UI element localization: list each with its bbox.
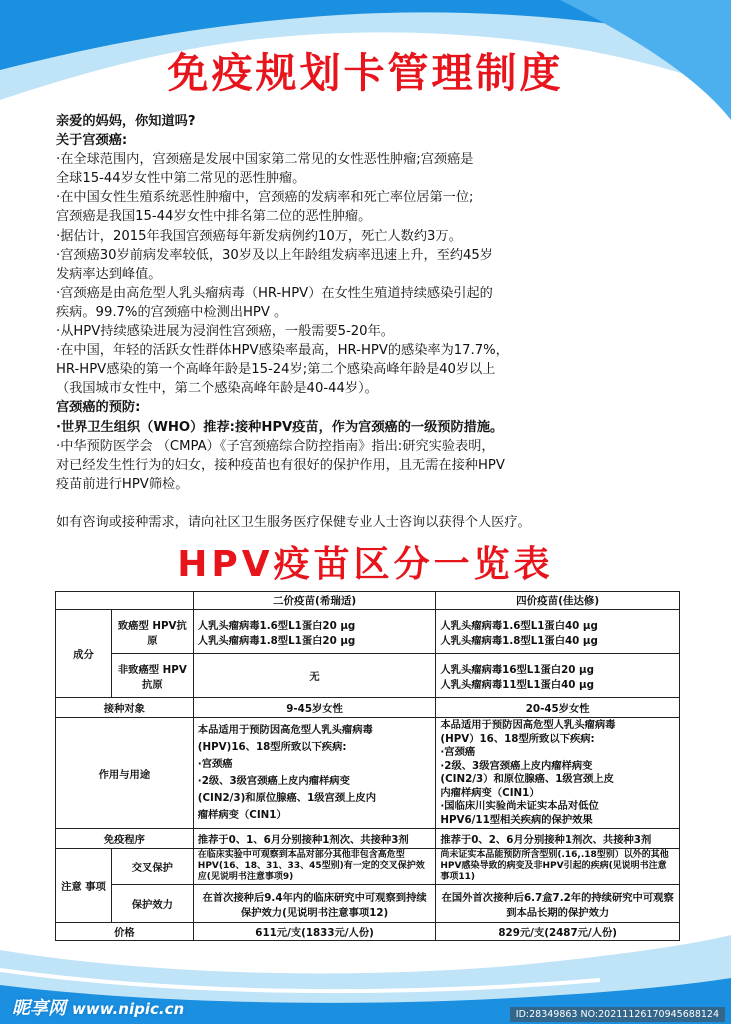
table-row <box>56 654 680 698</box>
paragraph-line: HR-HPV感染的第一个高峰年龄是15-24岁;第二个感染高峰年龄是40岁以上 <box>56 362 496 378</box>
page-title: 免疫规划卡管理制度 <box>167 49 564 97</box>
cell: 在临床实验中可观察到本品对部分其他非包含高危型HPV(16、18、31、33、45型别)有一定的交叉保护效应(见说明书注意事项9) <box>193 849 436 885</box>
section-heading-prevention: 宫颈癌的预防: <box>56 400 141 416</box>
paragraph-line: 对已经发生性行为的妇女，接种疫苗也有很好的保护作用，且无需在接种HPV <box>56 457 505 473</box>
table-title: HPV疫苗区分一览表 <box>177 544 554 585</box>
row-label-usage: 作用与用途 <box>56 718 194 829</box>
cell: 在国外首次接种后6.7盒7.2年的持续研究中可观察到本品长期的保护效力 <box>436 885 680 923</box>
greeting: 亲爱的妈妈，你知道吗? <box>56 114 196 129</box>
paragraph-line: 全球15-44岁女性中第二常见的恶性肿瘤。 <box>56 171 306 187</box>
paragraph-line: 疾病。99.7%的宫颈癌中检测出HPV 。 <box>56 304 288 320</box>
cell-line: ·宫颈癌 <box>197 758 233 770</box>
paragraph-line: ·中华预防医学会 （CMPA）《子宫颈癌综合防控指南》指出:研究实验表明， <box>56 438 495 454</box>
cell-line: 本品适用于预防因高危型人乳头瘤病毒 <box>440 719 616 731</box>
table-row <box>56 610 680 654</box>
cell: 推荐于0、2、6月分别接种1剂次、共接种3剂 <box>436 829 680 849</box>
paragraph-line: 宫颈癌是我国15-44岁女性中排名第二位的恶性肿瘤。 <box>56 209 372 225</box>
cell: 在首次接种后9.4年内的临床研究中可观察到持续保护效力(见说明书注意事项12) <box>193 885 436 923</box>
cell-line: (HPV）16、18型所致以下疾病: <box>440 732 595 745</box>
cell <box>436 610 680 654</box>
cell-line: HPV6/11型相关疾病的保护效果 <box>440 813 593 826</box>
section-heading-cervical-cancer: 关于宫颈癌: <box>56 133 128 149</box>
paragraph-line: ·在中国女性生殖系统恶性肿瘤中，宫颈癌的发病率和死亡率位居第一位; <box>56 190 474 206</box>
cell: 推荐于0、1、6月分别接种1剂次、共接种3剂 <box>193 829 436 849</box>
cell-line: ·2级、3级宫颈癌上皮内瘤样病变 <box>197 775 350 787</box>
paragraph-line: ·据估计，2015年我国宫颈癌每年新发病例约10万，死亡人数约3万。 <box>56 228 462 244</box>
table-row <box>56 718 680 829</box>
cell <box>436 654 680 698</box>
cell-line: ·2级、3级宫颈癌上皮内瘤样病变 <box>440 759 593 772</box>
row-label-efficacy: 保护效力 <box>111 885 193 923</box>
row-label-non-oncogenic: 非致癌型 HPV抗原 <box>111 654 193 698</box>
cell-line: 人乳头瘤病毒1.6型L1蛋白20 μg <box>197 619 356 632</box>
cell-line: (CIN2/3）和原位腺癌、1级宫颈上皮 <box>440 773 614 785</box>
paragraph-line: 疫苗前进行HPV筛检。 <box>56 476 189 492</box>
cell: 无 <box>193 654 436 698</box>
header-quadrivalent: 四价疫苗(佳达修) <box>436 592 680 610</box>
cell-line: 人乳头瘤病毒1.8型L1蛋白20 μg <box>197 634 356 647</box>
cell-line: ·宫颈癌 <box>440 746 476 758</box>
table-row <box>56 698 680 718</box>
row-label-notes: 注意 事项 <box>56 849 112 923</box>
cell-line: 内瘤样病变（CIN1） <box>440 786 540 799</box>
cell: 尚未证实本品能预防所含型别(.16,.18型别）以外的其他HPV感染导致的病变及非HPV引起的疾病(见说明书注意事项11) <box>436 849 680 885</box>
paragraph-line: ·从HPV持续感染进展为浸润性宫颈癌，一般需要5-20年。 <box>56 324 394 340</box>
cell <box>193 718 436 829</box>
cell <box>436 718 680 829</box>
cell-line: (HPV)16、18型所致以下疾病: <box>197 741 347 753</box>
row-label-target: 接种对象 <box>56 698 194 718</box>
cell-line: (CIN2/3)和原位腺癌、1级宫颈上皮内 <box>197 792 377 804</box>
cell-line: 人乳头瘤病毒16型L1蛋白20 μg <box>440 663 594 676</box>
paragraph-line: ·在中国，年轻的活跃女性群体HPV感染率最高，HR-HPV的感染率为17.7%， <box>56 343 509 359</box>
cell-line: 人乳头瘤病毒1.8型L1蛋白40 μg <box>440 634 598 647</box>
cell-line: 人乳头瘤病毒1.6型L1蛋白40 μg <box>440 619 598 632</box>
cell: 611元/支(1833元/人份) <box>193 923 436 941</box>
paragraph-line: ·宫颈癌是由高危型人乳头瘤病毒（HR-HPV）在女性生殖道持续感染引起的 <box>56 285 493 301</box>
image-id-bar: ID:28349863 NO:20211126170945688124 <box>510 1007 725 1022</box>
paragraph-line: 发病率达到峰值。 <box>56 266 162 282</box>
hpv-vaccine-table <box>55 591 680 941</box>
watermark-brand: 昵享网 <box>12 998 66 1019</box>
watermark-url: www.nipic.cn <box>72 1000 185 1018</box>
table-header-row <box>56 592 680 610</box>
cell-line: 瘤样病变（CIN1） <box>197 809 287 821</box>
watermark <box>12 994 184 1020</box>
table-row <box>56 923 680 941</box>
closing-note: 如有咨询或接种需求，请向社区卫生服务医疗保健专业人士咨询以获得个人医疗。 <box>56 514 531 530</box>
cell: 9-45岁女性 <box>193 698 436 718</box>
cell-line: ·国临床川实验尚未证实本品对低位 <box>440 800 599 812</box>
who-recommendation: ·世界卫生组织（WHO）推荐:接种HPV疫苗，作为宫颈癌的一级预防措施。 <box>56 419 504 435</box>
paragraph-line: ·宫颈癌30岁前病发率较低，30岁及以上年龄组发病率迅速上升，至约45岁 <box>56 247 493 263</box>
row-label-cross: 交叉保护 <box>111 849 193 885</box>
table-row <box>56 849 680 885</box>
table-row <box>56 885 680 923</box>
cell: 20-45岁女性 <box>436 698 680 718</box>
row-label-price: 价格 <box>56 923 194 941</box>
paragraph-line: ·在全球范围内，宫颈癌是发展中国家第二常见的女性恶性肿瘤;宫颈癌是 <box>56 152 474 168</box>
cell <box>193 610 436 654</box>
row-label-schedule: 免疫程序 <box>56 829 194 849</box>
row-label-composition: 成分 <box>56 610 112 698</box>
intro-text <box>56 112 686 532</box>
paragraph-line: （我国城市女性中，第二个感染高峰年龄是40-44岁）。 <box>56 381 378 397</box>
row-label-oncogenic: 致癌型 HPV抗原 <box>111 610 193 654</box>
cell: 829元/支(2487元/人份) <box>436 923 680 941</box>
cell-line: 本品适用于预防因高危型人乳头瘤病毒 <box>197 724 373 736</box>
header-bivalent: 二价疫苗(希瑞适) <box>193 592 436 610</box>
cell-line: 人乳头瘤病毒11型L1蛋白40 μg <box>440 678 594 691</box>
table-row <box>56 829 680 849</box>
